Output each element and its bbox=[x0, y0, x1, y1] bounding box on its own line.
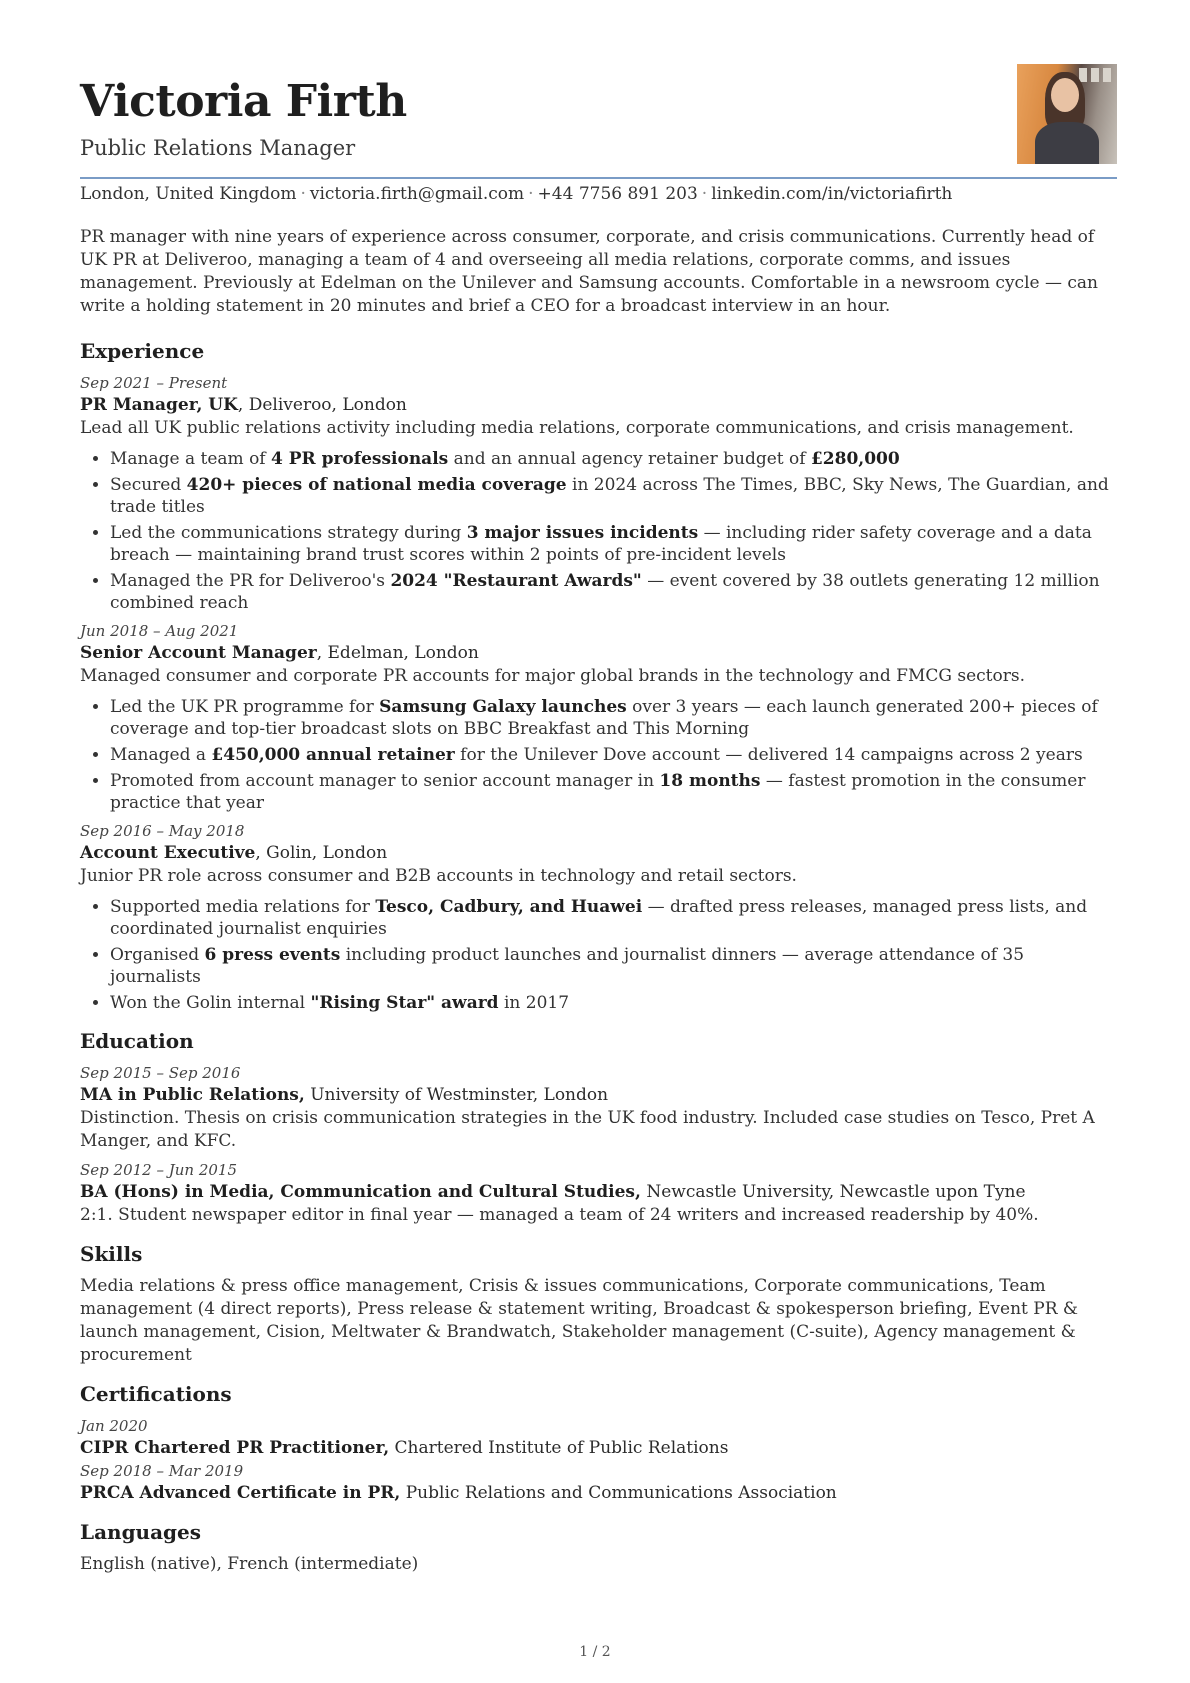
job-title-line bbox=[80, 642, 1117, 665]
candidate-title: Public Relations Manager bbox=[80, 136, 356, 160]
certification-issuer: Chartered Institute of Public Relations bbox=[389, 1438, 729, 1458]
bullet-text: in 2017 bbox=[498, 993, 570, 1013]
job-entry bbox=[80, 820, 1117, 1014]
job-employer: , Edelman, London bbox=[316, 643, 479, 663]
job-entry bbox=[80, 372, 1117, 614]
job-role: Account Executive bbox=[80, 843, 256, 863]
bullet-highlight: 420+ pieces of national media coverage bbox=[186, 475, 567, 495]
bullet-item bbox=[110, 522, 1117, 566]
certification-dates: Jan 2020 bbox=[80, 1417, 148, 1435]
bullet-highlight: 2024 "Restaurant Awards" bbox=[390, 571, 642, 591]
section-heading: Skills bbox=[80, 1242, 143, 1266]
certification-list bbox=[80, 1415, 1117, 1505]
bullet-highlight: Tesco, Cadbury, and Huawei bbox=[375, 897, 643, 917]
section-heading: Education bbox=[80, 1029, 194, 1053]
bullet-text: Led the communications strategy during bbox=[110, 523, 467, 543]
bullet-item bbox=[110, 896, 1117, 940]
contact-linkedin[interactable]: linkedin.com/in/victoriafirth bbox=[711, 184, 953, 204]
certification-issuer: Public Relations and Communications Association bbox=[400, 1483, 837, 1503]
job-description: Lead all UK public relations activity including media relations, corporate communications, and crisis management. bbox=[80, 418, 1074, 438]
bullet-text: Organised bbox=[110, 945, 205, 965]
certification-title-line bbox=[80, 1482, 1117, 1505]
bullet-item bbox=[110, 696, 1117, 740]
section-heading: Certifications bbox=[80, 1382, 232, 1406]
bullet-text: — drafted press releases, managed press lists, and coordinated journalist enquiries bbox=[110, 897, 1088, 939]
education-institution: University of Westminster, London bbox=[304, 1085, 609, 1105]
job-role: Senior Account Manager bbox=[80, 643, 317, 663]
education-dates: Sep 2015 – Sep 2016 bbox=[80, 1064, 241, 1082]
resume-page bbox=[80, 60, 1117, 1574]
certification-name: PRCA Advanced Certificate in PR, bbox=[80, 1483, 401, 1503]
bullet-text: — event covered by 38 outlets generating 12 million combined reach bbox=[110, 571, 1100, 613]
job-bullets bbox=[80, 448, 1117, 614]
contact-separator: · bbox=[300, 184, 306, 204]
certification-name: CIPR Chartered PR Practitioner, bbox=[80, 1438, 390, 1458]
bullet-highlight: £450,000 annual retainer bbox=[211, 745, 455, 765]
bullet-text: Secured bbox=[110, 475, 187, 495]
languages-section bbox=[80, 1519, 1117, 1576]
bullet-text: Won the Golin internal bbox=[110, 993, 311, 1013]
contact-separator: · bbox=[701, 184, 708, 204]
bullet-item bbox=[110, 770, 1117, 814]
education-list bbox=[80, 1062, 1117, 1227]
bullet-text: Managed the PR for Deliveroo's bbox=[110, 571, 391, 591]
education-dates: Sep 2012 – Jun 2015 bbox=[80, 1161, 238, 1179]
bullet-text: Led the UK PR programme for bbox=[110, 697, 380, 717]
bullet-item bbox=[110, 474, 1117, 518]
job-description: Managed consumer and corporate PR accounts for major global brands in the technology and FMCG sectors. bbox=[80, 666, 1025, 686]
bullet-highlight: 18 months bbox=[659, 771, 761, 791]
job-role: PR Manager, UK bbox=[80, 395, 238, 415]
education-title-line bbox=[80, 1084, 1117, 1107]
section-heading: Experience bbox=[80, 339, 205, 363]
education-entry bbox=[80, 1062, 1117, 1153]
header-divider bbox=[80, 177, 1117, 179]
education-institution: Newcastle University, Newcastle upon Tyne bbox=[640, 1182, 1026, 1202]
bullet-item bbox=[110, 570, 1117, 614]
page-number: 1 / 2 bbox=[579, 1644, 611, 1660]
resume-header bbox=[80, 60, 1117, 164]
job-dates: Jun 2018 – Aug 2021 bbox=[80, 622, 239, 640]
certification-entry bbox=[80, 1460, 1117, 1505]
certification-title-line bbox=[80, 1437, 1117, 1460]
contact-location: London, United Kingdom bbox=[80, 184, 297, 204]
bullet-text: — fastest promotion in the consumer practice that year bbox=[110, 771, 1086, 813]
bullet-text: for the Unilever Dove account — delivered 14 campaigns across 2 years bbox=[454, 745, 1083, 765]
bullet-highlight: 3 major issues incidents bbox=[466, 523, 699, 543]
job-dates: Sep 2021 – Present bbox=[80, 374, 228, 392]
bullet-text: Manage a team of bbox=[110, 449, 271, 469]
profile-summary: PR manager with nine years of experience across consumer, corporate, and crisis communications. Currently head of UK PR at Deliveroo, managing a team of 4 and overseeing all media relations, corporate comms, and issues management. Previously at Edelman on the Unilever and Samsung accounts. Comfortable in a newsroom cycle — can write a holding statement in 20 minutes and brief a CEO for a broadcast interview in an hour. bbox=[80, 227, 1098, 316]
bullet-item bbox=[110, 744, 1117, 766]
education-description: Distinction. Thesis on crisis communication strategies in the UK food industry. Included case studies on Tesco, Pret A Manger, and KFC. bbox=[80, 1108, 1095, 1151]
contact-email[interactable]: victoria.firth@gmail.com bbox=[309, 184, 525, 204]
section-heading: Languages bbox=[80, 1520, 202, 1544]
education-entry bbox=[80, 1159, 1117, 1227]
bullet-highlight: £280,000 bbox=[810, 449, 900, 469]
experience-section bbox=[80, 338, 1117, 1014]
job-bullets bbox=[80, 696, 1117, 814]
job-dates: Sep 2016 – May 2018 bbox=[80, 822, 245, 840]
skills-text: Media relations & press office management, Crisis & issues communications, Corporate communications, Team management (4 direct reports), Press release & statement writing, Broadcast & spokesperson briefing, Event PR & launch management, Cision, Meltwater & Brandwatch, Stakeholder management (C-suite), Agency management & procurement bbox=[80, 1276, 1079, 1365]
bullet-item bbox=[110, 944, 1117, 988]
skills-section bbox=[80, 1241, 1117, 1367]
bullet-text: and an annual agency retainer budget of bbox=[448, 449, 811, 469]
education-title-line bbox=[80, 1181, 1117, 1204]
bullet-highlight: 4 PR professionals bbox=[271, 449, 449, 469]
job-employer: , Golin, London bbox=[255, 843, 388, 863]
education-degree: MA in Public Relations, bbox=[80, 1085, 305, 1105]
job-employer: , Deliveroo, London bbox=[237, 395, 407, 415]
bullet-text: Promoted from account manager to senior account manager in bbox=[110, 771, 660, 791]
education-section bbox=[80, 1028, 1117, 1227]
bullet-highlight: "Rising Star" award bbox=[310, 993, 499, 1013]
certifications-section bbox=[80, 1381, 1117, 1505]
bullet-text: including product launches and journalist dinners — average attendance of 35 journalists bbox=[110, 945, 1025, 987]
bullet-item bbox=[110, 992, 1117, 1014]
bullet-text: in 2024 across The Times, BBC, Sky News, The Guardian, and trade titles bbox=[110, 475, 1109, 517]
contact-phone[interactable]: +44 7756 891 203 bbox=[537, 184, 698, 204]
contact-separator: · bbox=[528, 184, 534, 204]
bullet-text: Managed a bbox=[110, 745, 212, 765]
bullet-item bbox=[110, 448, 1117, 470]
resume-body bbox=[80, 338, 1117, 1590]
education-degree: BA (Hons) in Media, Communication and Cultural Studies, bbox=[80, 1182, 641, 1202]
candidate-name: Victoria Firth bbox=[80, 76, 407, 127]
bullet-highlight: 6 press events bbox=[204, 945, 341, 965]
bullet-highlight: Samsung Galaxy launches bbox=[379, 697, 627, 717]
bullet-text: over 3 years — each launch generated 200+ pieces of coverage and top-tier broadcast slots on BBC Breakfast and This Morning bbox=[110, 697, 1098, 739]
contact-line bbox=[80, 184, 952, 204]
bullet-text: — including rider safety coverage and a data breach — maintaining brand trust scores within 2 points of pre-incident levels bbox=[110, 523, 1092, 565]
job-title-line bbox=[80, 842, 1117, 865]
job-title-line bbox=[80, 394, 1117, 417]
bullet-text: Supported media relations for bbox=[110, 897, 376, 917]
languages-text: English (native), French (intermediate) bbox=[80, 1554, 419, 1574]
job-description: Junior PR role across consumer and B2B accounts in technology and retail sectors. bbox=[80, 866, 797, 886]
job-entry bbox=[80, 620, 1117, 814]
job-list bbox=[80, 372, 1117, 1014]
job-bullets bbox=[80, 896, 1117, 1014]
certification-entry bbox=[80, 1415, 1117, 1460]
profile-photo bbox=[1017, 64, 1117, 164]
certification-dates: Sep 2018 – Mar 2019 bbox=[80, 1462, 244, 1480]
education-description: 2:1. Student newspaper editor in final year — managed a team of 24 writers and increased readership by 40%. bbox=[80, 1205, 1039, 1225]
